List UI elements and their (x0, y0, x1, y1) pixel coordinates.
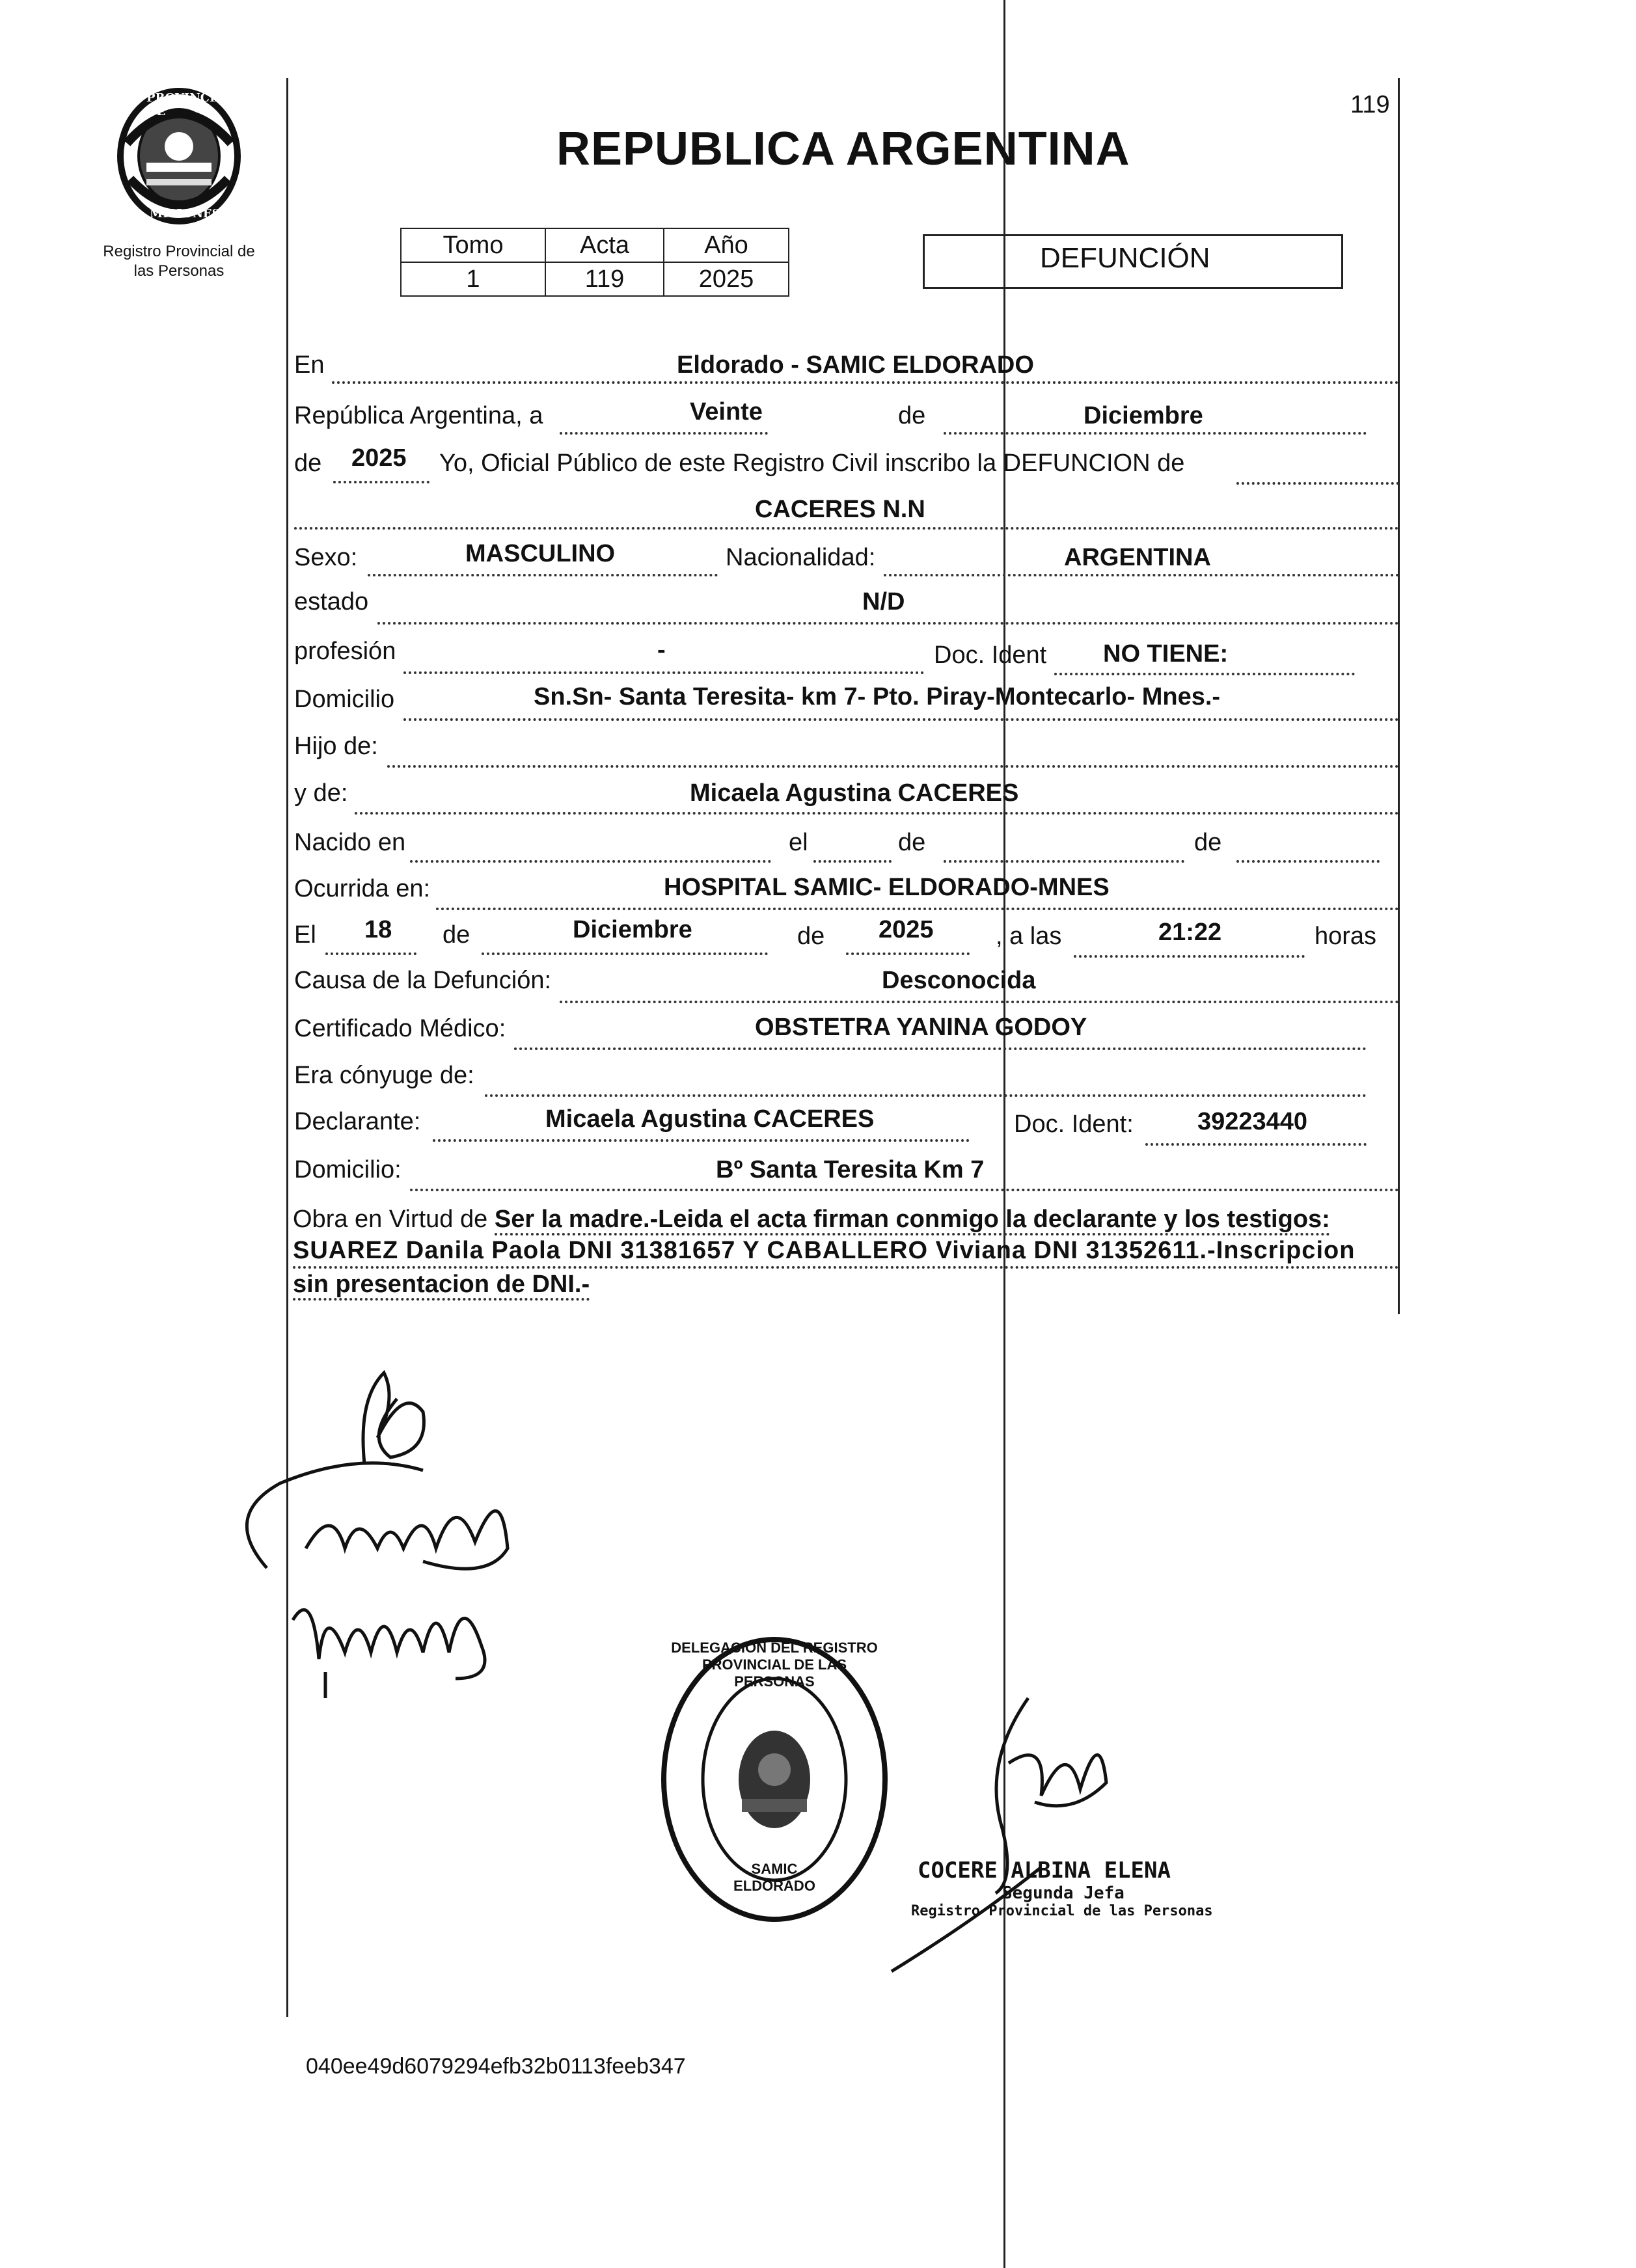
row-name (293, 489, 1399, 535)
decl-doc-value: 39223440 (1197, 1108, 1308, 1135)
day-value: Veinte (690, 398, 763, 425)
registry-label (72, 242, 286, 281)
certificado-value: OBSTETRA YANINA GODOY (755, 1014, 1087, 1041)
index-value-anio: 2025 (664, 262, 789, 296)
year-prefix: de (294, 450, 322, 477)
decl-doc-label: Doc. Ident: (1014, 1111, 1134, 1138)
certificado-label: Certificado Médico: (294, 1015, 506, 1042)
registry-label-line2: las Personas (133, 262, 225, 280)
act-type: DEFUNCIÓN (1040, 242, 1210, 274)
obra-block (293, 1204, 1399, 1300)
row-hijo (293, 726, 1399, 772)
death-year: 2025 (879, 916, 934, 943)
officer-role: Segunda Jefa (1002, 1883, 1125, 1903)
official-stamp (657, 1633, 892, 1926)
hijo-fill (387, 735, 1399, 768)
witness-signature-2 (286, 1581, 508, 1705)
conyuge-label: Era cónyuge de: (294, 1062, 474, 1089)
yde-value: Micaela Agustina CACERES (690, 779, 1019, 807)
row-sexo (293, 537, 1399, 583)
registry-label-line1: Registro Provincial de (103, 243, 255, 260)
index-table-header-row (401, 228, 789, 262)
row-causa (293, 962, 1399, 1007)
estado-value: N/D (862, 588, 905, 615)
officer-block (911, 1857, 1213, 1919)
index-value-acta: 119 (545, 262, 664, 296)
index-table (400, 228, 789, 297)
month-de-label: de (898, 402, 926, 429)
statement-text: Yo, Oficial Público de este Registro Civil inscribo la DEFUNCION de (439, 450, 1185, 477)
nacido-month-fill (944, 830, 1184, 863)
emblem-top-text: PROVINCIA DE (146, 91, 225, 118)
obra-text-1: Ser la madre.-Leida el acta firman conmigo la declarante y los testigos: (495, 1206, 1330, 1235)
ocurrida-label: Ocurrida en: (294, 875, 431, 902)
row-domicilio (293, 678, 1399, 723)
emblem-bottom-text: MISIONES (150, 207, 221, 221)
nacionalidad-value: ARGENTINA (1064, 544, 1211, 571)
page-number: 119 (1350, 91, 1390, 118)
conyuge-fill (485, 1064, 1367, 1097)
document-hash: 040ee49d6079294efb32b0113feeb347 (306, 2054, 686, 2079)
row-estado (293, 583, 1399, 628)
alas-label: , a las (996, 923, 1062, 950)
causa-label: Causa de la Defunción: (294, 967, 552, 994)
nacido-day-fill (813, 830, 892, 863)
obra-line-3 (293, 1269, 590, 1300)
officer-name: COCERE ALBINA ELENA (918, 1857, 1171, 1883)
index-header-tomo: Tomo (401, 228, 545, 262)
row-year-statement (293, 444, 1399, 490)
witness-signature-1 (228, 1451, 566, 1594)
row-y-de (293, 773, 1399, 818)
index-value-tomo: 1 (401, 262, 545, 296)
officer-signature (885, 1685, 1158, 1978)
el2-label: El (294, 921, 316, 949)
nacido-year-fill (1236, 830, 1380, 863)
obra-text-3: sin presentacion de DNI.- (293, 1271, 590, 1301)
nacido-place-fill (410, 830, 771, 863)
death-month: Diciembre (573, 916, 692, 943)
nacido-de-label-2: de (1194, 829, 1222, 856)
row-profesion (293, 632, 1399, 678)
nacionalidad-label: Nacionalidad: (726, 544, 876, 571)
domicilio-label: Domicilio (294, 686, 395, 713)
horas-label: horas (1315, 923, 1377, 950)
death-day: 18 (364, 916, 392, 943)
en-label: En (294, 351, 325, 379)
hijo-label: Hijo de: (294, 733, 378, 760)
row-decl-domicilio (293, 1150, 1399, 1195)
ocurrida-value: HOSPITAL SAMIC- ELDORADO-MNES (664, 874, 1110, 901)
en-value: Eldorado - SAMIC ELDORADO (677, 351, 1034, 379)
domicilio-value: Sn.Sn- Santa Teresita- km 7- Pto. Piray-Montecarlo- Mnes.- (534, 683, 1221, 710)
death-time: 21:22 (1158, 919, 1222, 946)
obra-label: Obra en Virtud de (293, 1206, 488, 1233)
obra-line-1 (293, 1204, 1399, 1235)
row-fecha-inscripcion (293, 396, 1399, 441)
sexo-value: MASCULINO (465, 540, 616, 567)
year-value: 2025 (351, 444, 407, 472)
declarante-value: Micaela Agustina CACERES (545, 1105, 875, 1133)
row-conyuge (293, 1055, 1399, 1101)
index-table-value-row (401, 262, 789, 296)
decl-domicilio-value: Bº Santa Teresita Km 7 (716, 1156, 985, 1183)
left-margin-line (286, 78, 288, 2017)
row-nacido (293, 821, 1399, 867)
officer-office: Registro Provincial de las Personas (911, 1903, 1213, 1919)
obra-text-2: SUAREZ Danila Paola DNI 31381657 Y CABALLERO Viviana DNI 31352611.-Inscripcion (293, 1235, 1399, 1269)
month-value: Diciembre (1084, 402, 1203, 429)
nacido-label: Nacido en (294, 829, 406, 856)
causa-value: Desconocida (882, 967, 1036, 994)
doc-ident-value: NO TIENE: (1103, 640, 1229, 668)
profesion-value: - (657, 636, 666, 664)
row-declarante (293, 1101, 1399, 1147)
stamp-inner-text: SAMIC ELDORADO (733, 1861, 815, 1894)
index-header-acta: Acta (545, 228, 664, 262)
stamp-ring-text: DELEGACION DEL REGISTRO PROVINCIAL DE LAS PERSONAS (671, 1640, 878, 1690)
declarante-label: Declarante: (294, 1108, 421, 1135)
index-header-anio: Año (664, 228, 789, 262)
death-de-label-2: de (797, 923, 825, 950)
row-death-date (293, 913, 1399, 959)
row-en (293, 345, 1399, 390)
province-emblem (114, 85, 244, 228)
sexo-label: Sexo: (294, 544, 358, 571)
republica-label: República Argentina, a (294, 402, 543, 429)
statement-fill (1236, 452, 1399, 485)
estado-label: estado (294, 588, 369, 615)
death-de-label-1: de (443, 921, 470, 949)
page-title: REPUBLICA ARGENTINA (556, 123, 1130, 175)
nacido-el-label: el (789, 829, 808, 856)
doc-ident-label: Doc. Ident (934, 641, 1047, 669)
profesion-label: profesión (294, 638, 396, 665)
yde-label: y de: (294, 779, 348, 807)
row-certificado (293, 1008, 1399, 1054)
decl-domicilio-label: Domicilio: (294, 1156, 402, 1183)
row-ocurrida (293, 867, 1399, 913)
name-value: CACERES N.N (755, 496, 925, 523)
nacido-de-label-1: de (898, 829, 926, 856)
